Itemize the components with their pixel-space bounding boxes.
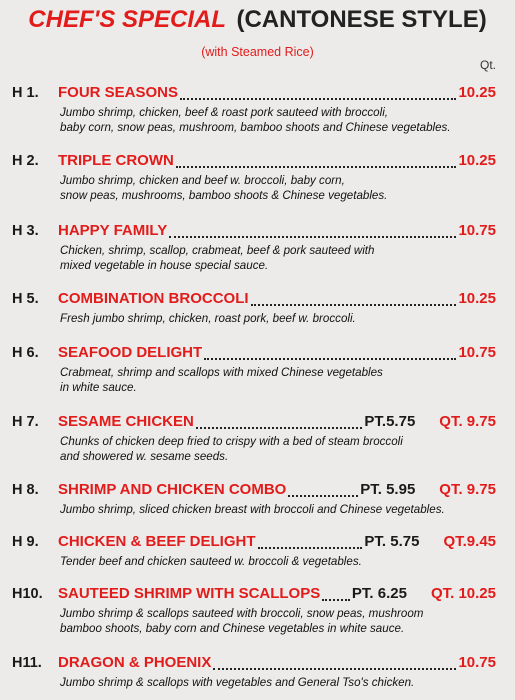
menu-item-line — [0, 344, 515, 364]
menu-item-line — [0, 290, 515, 310]
item-name: FOUR SEASONS — [58, 84, 179, 101]
menu-item-line — [0, 152, 515, 172]
item-price-pint: PT.5.75 — [364, 413, 416, 430]
dotted-leader — [258, 545, 363, 549]
item-description — [60, 675, 505, 690]
item-code: H11. — [12, 655, 42, 671]
item-price-quart: QT. 10.25 — [430, 585, 496, 602]
item-price: 10.25 — [458, 152, 496, 169]
description-line: Jumbo shrimp, chicken and beef w. broccoli, baby corn, — [60, 174, 345, 187]
menu-item-line — [0, 533, 515, 553]
description-line: Fresh jumbo shrimp, chicken, roast pork, beef w. broccoli. — [60, 312, 356, 325]
item-description — [60, 554, 505, 569]
description-line: Jumbo shrimp, chicken, beef & roast pork sauteed with broccoli, — [60, 106, 388, 119]
item-code: H 9. — [12, 534, 39, 550]
menu-item-line — [0, 222, 515, 242]
description-line: and showered w. sesame seeds. — [60, 450, 229, 463]
description-line: Tender beef and chicken sauteed w. broccoli & vegetables. — [60, 555, 362, 568]
menu-item — [0, 585, 515, 636]
menu-item-line — [0, 84, 515, 104]
description-line: Jumbo shrimp & scallops sauteed with broccoli, snow peas, mushroom — [60, 607, 424, 620]
menu-item — [0, 413, 515, 464]
menu-item-line — [0, 585, 515, 605]
item-name: SEAFOOD DELIGHT — [58, 344, 203, 361]
menu-title — [0, 6, 515, 34]
title-style: (CANTONESE STYLE) — [236, 6, 487, 33]
dotted-leader — [288, 493, 358, 497]
item-description — [60, 311, 505, 326]
item-name: SHRIMP AND CHICKEN COMBO — [58, 481, 287, 498]
description-line: Chunks of chicken deep fried to crispy with a bed of steam broccoli — [60, 435, 403, 448]
description-line: baby corn, snow peas, mushroom, bamboo shoots and Chinese vegetables. — [60, 121, 451, 134]
menu-item — [0, 222, 515, 273]
dotted-leader — [196, 425, 363, 429]
item-name: SAUTEED SHRIMP WITH SCALLOPS — [58, 585, 321, 602]
description-line: bamboo shoots, baby corn and Chinese vegetables in white sauce. — [60, 622, 405, 635]
subtitle: (with Steamed Rice) — [201, 45, 314, 59]
item-price-pint: PT. 5.95 — [360, 481, 416, 498]
item-code: H 7. — [12, 414, 39, 430]
item-price: 10.75 — [458, 222, 496, 239]
item-price-pint: PT. 6.25 — [351, 585, 407, 602]
menu-item — [0, 290, 515, 326]
menu-item — [0, 84, 515, 135]
menu-item-line — [0, 413, 515, 433]
qt-column-label: Qt. — [479, 58, 496, 72]
item-price: 10.25 — [458, 290, 496, 307]
item-price: 10.75 — [458, 654, 496, 671]
item-name: TRIPLE CROWN — [58, 152, 174, 169]
description-line: snow peas, mushrooms, bamboo shoots & Chinese vegetables. — [60, 189, 388, 202]
description-line: Jumbo shrimp & scallops with vegetables and General Tso's chicken. — [60, 676, 415, 689]
item-description — [60, 502, 505, 517]
item-name: CHICKEN & BEEF DELIGHT — [58, 533, 256, 550]
description-line: Crabmeat, shrimp and scallops with mixed Chinese vegetables — [60, 366, 383, 379]
menu-item — [0, 152, 515, 203]
description-line: Chicken, shrimp, scallop, crabmeat, beef & pork sauteed with — [60, 244, 375, 257]
menu-item-line — [0, 481, 515, 501]
item-code: H 1. — [12, 85, 39, 101]
item-name: DRAGON & PHOENIX — [58, 654, 212, 671]
item-name: COMBINATION BROCCOLI — [58, 290, 249, 307]
dotted-leader — [322, 597, 350, 601]
dotted-leader — [213, 666, 456, 670]
description-line: Jumbo shrimp, sliced chicken breast with broccoli and Chinese vegetables. — [60, 503, 445, 516]
menu-item-line — [0, 654, 515, 674]
description-line: mixed vegetable in house special sauce. — [60, 259, 269, 272]
item-description — [60, 434, 505, 464]
item-price-pint: PT. 5.75 — [364, 533, 420, 550]
dotted-leader — [251, 302, 457, 306]
title-main: CHEF'S SPECIAL — [28, 6, 227, 33]
item-price: 10.25 — [458, 84, 496, 101]
dotted-leader — [180, 96, 456, 100]
item-code: H 6. — [12, 345, 39, 361]
menu-item — [0, 481, 515, 517]
item-description — [60, 606, 505, 636]
menu-item — [0, 344, 515, 395]
menu-item — [0, 533, 515, 569]
item-code: H 5. — [12, 291, 39, 307]
item-name: SESAME CHICKEN — [58, 413, 194, 430]
item-description — [60, 105, 505, 135]
item-price-quart: QT.9.45 — [443, 533, 496, 550]
item-code: H 3. — [12, 223, 39, 239]
item-price: 10.75 — [458, 344, 496, 361]
item-name: HAPPY FAMILY — [58, 222, 168, 239]
item-code: H 8. — [12, 482, 39, 498]
item-price-quart: QT. 9.75 — [439, 413, 496, 430]
item-code: H 2. — [12, 153, 39, 169]
menu-item — [0, 654, 515, 690]
item-code: H10. — [12, 586, 43, 602]
item-description — [60, 243, 505, 273]
item-description — [60, 173, 505, 203]
dotted-leader — [169, 234, 456, 238]
item-description — [60, 365, 505, 395]
description-line: in white sauce. — [60, 381, 137, 394]
item-price-quart: QT. 9.75 — [439, 481, 496, 498]
dotted-leader — [176, 164, 457, 168]
dotted-leader — [204, 356, 456, 360]
